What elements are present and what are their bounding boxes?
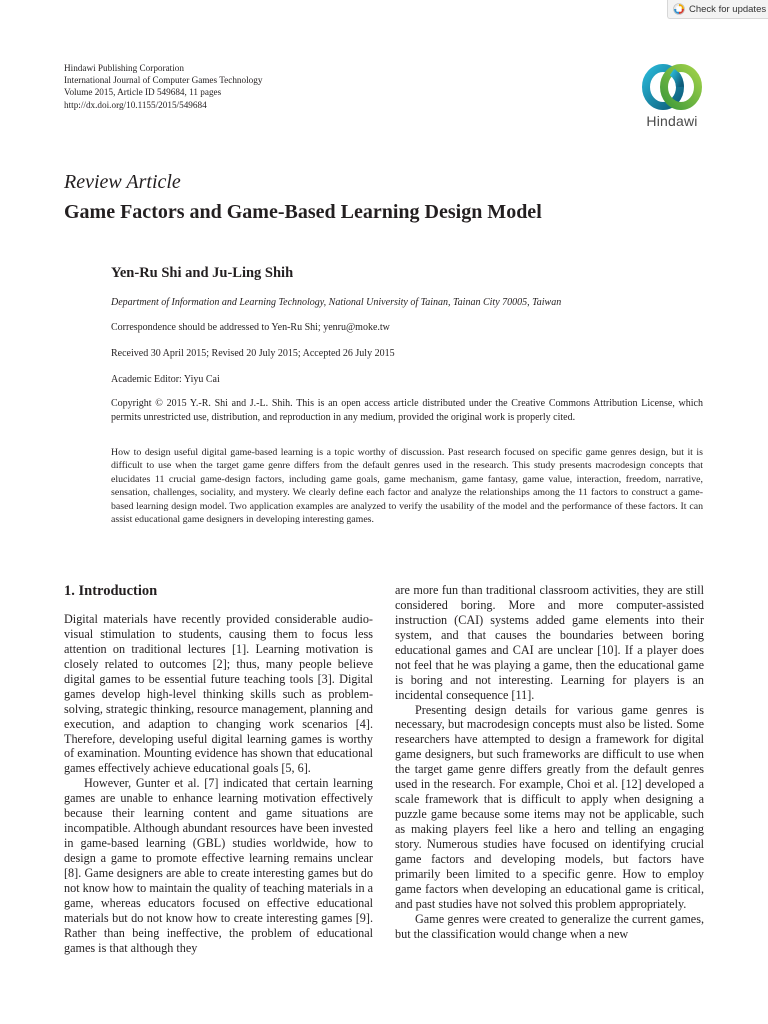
- body-column-right: [395, 583, 704, 942]
- article-type: Review Article: [64, 171, 181, 193]
- doi-link[interactable]: http://dx.doi.org/10.1155/2015/549684: [64, 99, 207, 110]
- paragraph: Game genres were created to generalize the current games, but the classification would change when a new: [395, 911, 704, 941]
- crossmark-icon: [673, 3, 685, 15]
- check-for-updates-label: Check for updates: [689, 3, 767, 15]
- affiliation: Department of Information and Learning Technology, National University of Tainan, Tainan City 70005, Taiwan: [111, 297, 562, 308]
- paragraph: Presenting design details for various game genres is necessary, but macrodesign concepts must also be listed. Some researchers have attempted to design a framework for digital game designers, but such frameworks are difficult to use when the target game genre differs greatly from the default genres used in the research. For example, Choi et al. [12] developed a scale framework that is difficult to apply when designing a puzzle game because some items may not be applicable, such as making players feel like a hero and telling an engaging story. Numerous studies have focused on identifying crucial game factors and developing models, but factors have primarily been limited to a specific genre. How to employ game factors when developing an educational game is critical, and past studies have not solved this problem appropriately.: [395, 702, 704, 911]
- body-column-left: [64, 612, 373, 956]
- paragraph: are more fun than traditional classroom activities, they are still considered boring. More and more computer-assisted instruction (CAI) systems added game elements into their system, and that causes the boundaries between boring educational games and CAI are unclear [10]. If a player does not feel that he was playing a game, then the educational game is boring and not interesting. Learning for players is an incidental consequence [11].: [395, 583, 704, 702]
- authors: Yen-Ru Shi and Ju-Ling Shih: [111, 265, 294, 281]
- correspondence: Correspondence should be addressed to Yen-Ru Shi; yenru@moke.tw: [111, 322, 390, 333]
- paragraph: Digital materials have recently provided considerable audio-visual stimulation to students, causing them to focus less attention on traditional lectures [1]. Learning motivation is closely related to outcomes [2]; thus, many people believe digital games to be essential future teaching tools [3]. Digital games develop high-level thinking skills such as problem-solving, strategic thinking, resource management, planning and execution, and adaption to changing work scenarios [4]. Therefore, developing useful digital learning games is worthy of examination. Mounting evidence has shown that educational games effectively achieve educational goals [5, 6].: [64, 612, 374, 776]
- received-dates: Received 30 April 2015; Revised 20 July 2015; Accepted 26 July 2015: [111, 348, 395, 359]
- volume-line: Volume 2015, Article ID 549684, 11 pages: [64, 87, 222, 98]
- publisher: Hindawi Publishing Corporation: [64, 63, 184, 73]
- journal-meta: [64, 62, 262, 111]
- journal-name: International Journal of Computer Games Technology: [64, 75, 263, 86]
- copyright-notice: Copyright © 2015 Y.-R. Shi and J.-L. Shih. This is an open access article distributed under the Creative Commons Attribution License, which permits unrestricted use, distribution, and reproduction in any medium, provided the original work is properly cited.: [111, 398, 703, 423]
- paragraph: However, Gunter et al. [7] indicated that certain learning games are unable to enhance learning motivation effectively because their learning content and game situations are incompatible. Although abundant resources have been invested in game-based learning (GBL) studies worldwide, how to design a game to promote effective learning remains unclear [8]. Game designers are able to create interesting games but do not know how to maintain the quality of teaching materials in a game, whereas educators focused on effective educational materials but do not know how to create interesting games [9]. Rather than being ineffective, the problem of educational games is that although they: [64, 776, 374, 955]
- abstract: How to design useful digital game-based learning is a topic worthy of discussion. Past research focused on specific game genres design, but it is difficult to use when the target game genre differs from the default genres used in the research. This study presents macrodesign concepts that elucidates 11 crucial game-design factors, including game goals, game mechanism, game fantasy, game value, interaction, freedom, narrative, sensation, challenges, sociality, and mystery. We clearly define each factor and analyze the relationships among the 11 factors to construct a game-based learning design model. Two application examples are analyzed to verify the usability of the model and the performance of these factors. It can assist educational game designers in developing interesting games.: [111, 447, 703, 526]
- section-heading-introduction: 1. Introduction: [64, 583, 158, 599]
- article-title: Game Factors and Game-Based Learning Design Model: [64, 201, 542, 223]
- hindawi-logo-wordmark: Hindawi: [646, 113, 698, 129]
- check-for-updates-button[interactable]: [667, 0, 768, 19]
- academic-editor: Academic Editor: Yiyu Cai: [111, 374, 220, 385]
